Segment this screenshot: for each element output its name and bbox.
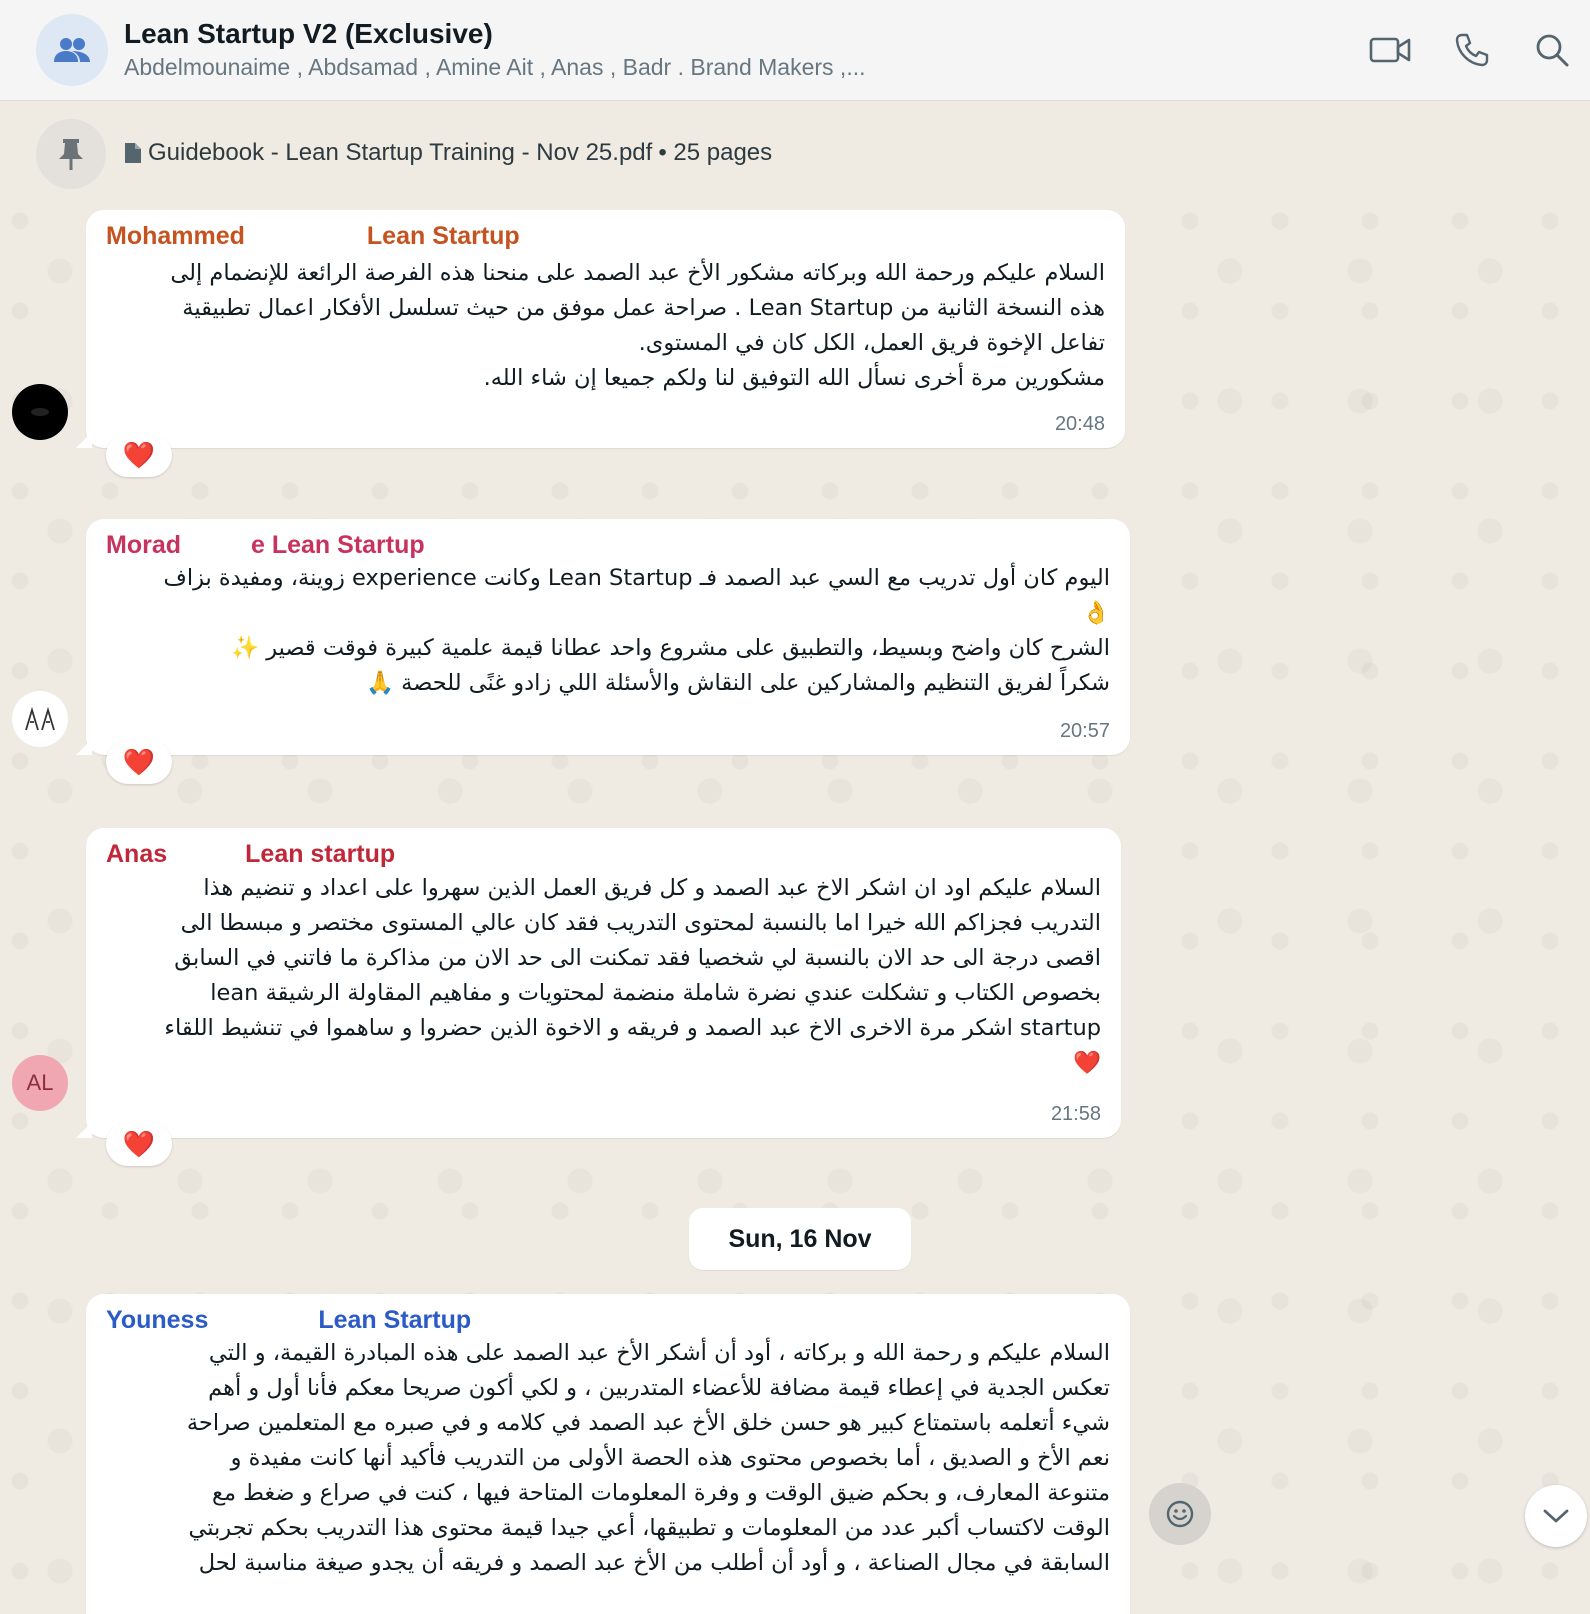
reaction-badge[interactable] bbox=[106, 740, 172, 784]
scroll-to-bottom-button[interactable] bbox=[1525, 1485, 1587, 1547]
voice-call-button[interactable] bbox=[1450, 30, 1494, 70]
heart-reaction: ❤️ bbox=[122, 746, 156, 777]
pinned-message-bar[interactable] bbox=[0, 101, 1590, 201]
video-call-icon bbox=[1369, 35, 1411, 65]
message-text: اليوم كان أول تدريب مع السي عبد الصمد فـ Lean Startup وكانت experience زوينة، ومفيدة بزاف 👌 الشرح كان واضح وبسيط، والتطبيق على مشروع واحد عطانا قيمة علمية كبيرة فوقت قصير ✨ شكراً لفريق التنظيم والمشاركين على النقاش والأسئلة اللي زادو غنًى للحصة 🙏 bbox=[163, 565, 1110, 696]
heart-reaction: ❤️ bbox=[122, 1128, 156, 1159]
chat-title[interactable]: Lean Startup V2 (Exclusive) bbox=[124, 18, 493, 49]
heart-reaction: ❤️ bbox=[122, 439, 156, 470]
message-bubble[interactable] bbox=[86, 828, 1121, 1138]
message-bubble[interactable] bbox=[86, 1294, 1130, 1614]
message-time: 20:57 bbox=[1059, 720, 1110, 742]
pin-icon bbox=[55, 136, 87, 172]
avatar-AL[interactable]: AL bbox=[12, 1055, 68, 1111]
message-sender[interactable]: Mohammed Lean Startup bbox=[106, 222, 520, 250]
message-list[interactable] bbox=[0, 201, 1590, 1614]
chat-header bbox=[0, 0, 1590, 101]
message-text: السلام عليكم اود ان اشكر الاخ عبد الصمد و كل فريق العمل الذين سهروا على اعداد و تنضيم هذا التدريب فجزاكم الله خيرا اما بالنسبة لمحتوى التدريب فقد كان عالي المستوى مختصر و مبسطا الى اقصى درجة الى حد الان بالنسبة لي شخصيا فقد تمكنت الى حد الان من مذاكرة ما فاتني في السابق بخصوص الكتاب و تشكلت عندي نضرة شاملة منضمة لمحتويات و مفاهيم المقاولة الرشيقة lean startup اشكر مرة الاخرى الاخ عبد الصمد و فريقه و الاخوة الذين حضروا و ساهموا في تنشيط اللقاء ❤️ bbox=[164, 875, 1101, 1076]
message-sender[interactable]: Morad e Lean Startup bbox=[106, 531, 425, 559]
group-avatar[interactable] bbox=[36, 14, 108, 86]
avatar[interactable] bbox=[12, 384, 68, 440]
message-text: السلام عليكم و رحمة الله و بركاته ، أود أن أشكر الأخ عبد الصمد على هذه المبادرة القيمة، و التي تعكس الجدية في إعطاء قيمة مضافة للأعضاء المتدربين ، و لكي أكون صريحا معكم فأنا أول و أهم شيء أتعلمه باستمتاع كبير هو حسن خلق الأخ عبد الصمد في كلامه و في صبره مع المتعلمين صراحة نعم الأخ و الصديق ، أما بخصوص محتوى هذه الحصة الأولى من التدريب فأكيد أنها كانت مفيدة و متنوعة المعارف، و بحكم ضيق الوقت و وفرة المعلومات المتاحة فيها ، كنت في صراع و ضغط مع الوقت لاكتساب أكبر عدد من المعلومات و تطبيقها، أعي جيدا قيمة محتوى هذا التدريب بحكم تجربتي السابقة في مجال الصناعة ، و أود أن أطلب من الأخ عبد الصمد و فريقه أن يجدو صيغة مناسبة لحل bbox=[186, 1340, 1110, 1576]
message-sender[interactable]: Anas Lean startup bbox=[106, 840, 396, 868]
message-bubble[interactable] bbox=[86, 210, 1125, 448]
pin-button[interactable] bbox=[36, 119, 106, 189]
video-call-button[interactable] bbox=[1368, 30, 1412, 70]
search-button[interactable] bbox=[1530, 30, 1574, 70]
reaction-badge[interactable] bbox=[106, 433, 172, 477]
avatar[interactable] bbox=[12, 691, 68, 747]
message-time: 21:58 bbox=[1050, 1103, 1101, 1125]
participants-list[interactable]: Abdelmounaime , Abdsamad , Amine Ait , Anas , Badr . Brand Makers ,... bbox=[124, 54, 866, 80]
pinned-file-name: Guidebook - Lean Startup Training - Nov 25.pdf bbox=[148, 139, 653, 166]
chevron-down-icon bbox=[1542, 1507, 1570, 1525]
phone-icon bbox=[1454, 32, 1490, 68]
reaction-badge[interactable] bbox=[106, 1122, 172, 1166]
date-separator: Sun, 16 Nov bbox=[689, 1208, 911, 1270]
message-bubble[interactable] bbox=[86, 519, 1130, 755]
document-icon bbox=[124, 142, 142, 164]
group-icon bbox=[52, 36, 92, 64]
message-text: السلام عليكم ورحمة الله وبركاته مشكور الأخ عبد الصمد على منحنا هذه الفرصة الرائعة للإنضمام إلى هذه النسخة الثانية من Lean Startup . صراحة عمل موفق من حيث تسلسل الأفكار اعمال تطبيقية تفاعل الإخوة فريق العمل، الكل كان في المستوى. مشكورين مرة أخرى نسأل الله التوفيق لنا ولكم جميعا إن شاء الله. bbox=[170, 260, 1105, 391]
emoji-icon bbox=[1165, 1499, 1195, 1529]
pinned-document[interactable] bbox=[124, 139, 772, 167]
message-time: 20:48 bbox=[1054, 413, 1105, 435]
pinned-page-count: • 25 pages bbox=[658, 139, 773, 166]
search-icon bbox=[1534, 32, 1570, 68]
message-sender[interactable]: Youness Lean Startup bbox=[106, 1306, 472, 1334]
emoji-button[interactable] bbox=[1149, 1483, 1211, 1545]
